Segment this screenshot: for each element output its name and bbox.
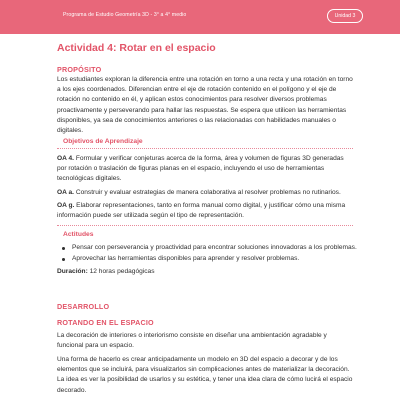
activity-title: Actividad 4: Rotar en el espacio bbox=[57, 42, 216, 54]
oa-code: OA a. bbox=[57, 189, 74, 196]
actitud-text: Pensar con perseverancia y proactividad para encontrar soluciones innovadoras a los problemas. bbox=[72, 244, 357, 251]
actitud-item bbox=[60, 243, 362, 253]
duracion-value: 12 horas pedagógicas bbox=[87, 268, 155, 275]
actitudes-heading: Actitudes bbox=[63, 231, 94, 238]
oa-code: OA g. bbox=[57, 202, 75, 209]
proposito-text: Los estudiantes exploran la diferencia entre una rotación en torno a una recta y una rotación en torno a los ejes coordenados. Diferencian entre el eje de rotación contenido en el polígono y el eje de rotación no contenido en él, y aplican estos conocimientos para resolver diversos problemas proactivamente y perseverando para hallar las respuestas. Se espera que utilicen las herramientas disponibles, ya sea de conocimientos anteriores o las relacionadas con habilidades manuales o digitales. bbox=[57, 76, 353, 135]
oa-item bbox=[57, 188, 353, 198]
oa-item bbox=[57, 201, 353, 221]
oa-text: Construir y evaluar estrategias de manera colaborativa al resolver problemas no rutinarios. bbox=[73, 189, 341, 196]
objetivos-divider bbox=[57, 148, 353, 149]
oa-item bbox=[57, 154, 353, 185]
desarrollo-paragraph-1: La decoración de interiores o interiorismo consiste en diseñar una ambientación agradable y funcional para un espacio. bbox=[57, 332, 327, 350]
actitud-item bbox=[60, 254, 362, 264]
rotando-heading: ROTANDO EN EL ESPACIO bbox=[57, 318, 154, 327]
objetivos-heading: Objetivos de Aprendizaje bbox=[63, 138, 143, 145]
actitud-text: Aprovechar las herramientas disponibles para aprender y resolver problemas. bbox=[72, 255, 300, 262]
page-header bbox=[0, 0, 400, 34]
proposito-heading: PROPÓSITO bbox=[57, 65, 102, 74]
oa-code: OA 4. bbox=[57, 155, 74, 162]
bullet-icon bbox=[62, 247, 65, 250]
desarrollo-heading: DESARROLLO bbox=[57, 302, 110, 311]
oa-text: Formular y verificar conjeturas acerca de la forma, área y volumen de figuras 3D generadas por rotación o traslación de figuras planas en el espacio, incluyendo el uso de herramientas tecnológicas digitales. bbox=[57, 155, 344, 183]
unit-badge: Unidad 3 bbox=[327, 9, 363, 23]
oa-text: Elaborar representaciones, tanto en forma manual como digital, y justificar cómo una misma información puede ser utilizada según el tipo de representación. bbox=[57, 202, 346, 220]
program-title: Programa de Estudio Geometría 3D - 3° a 4° medio bbox=[63, 12, 187, 18]
duracion-label: Duración: bbox=[57, 268, 88, 275]
duracion bbox=[57, 268, 155, 275]
desarrollo-paragraph-2: Una forma de hacerlo es crear anticipadamente un modelo en 3D del espacio a decorar y de los elementos que se incluirá, para visualizarlos sin complicaciones antes de materializar la decoración. La idea es ver la posibilidad de usarlos y su estética, y tener una idea clara de cómo lucirá el espacio decorado. bbox=[57, 356, 353, 394]
objetivos-end-divider bbox=[57, 225, 353, 226]
bullet-icon bbox=[62, 258, 65, 261]
